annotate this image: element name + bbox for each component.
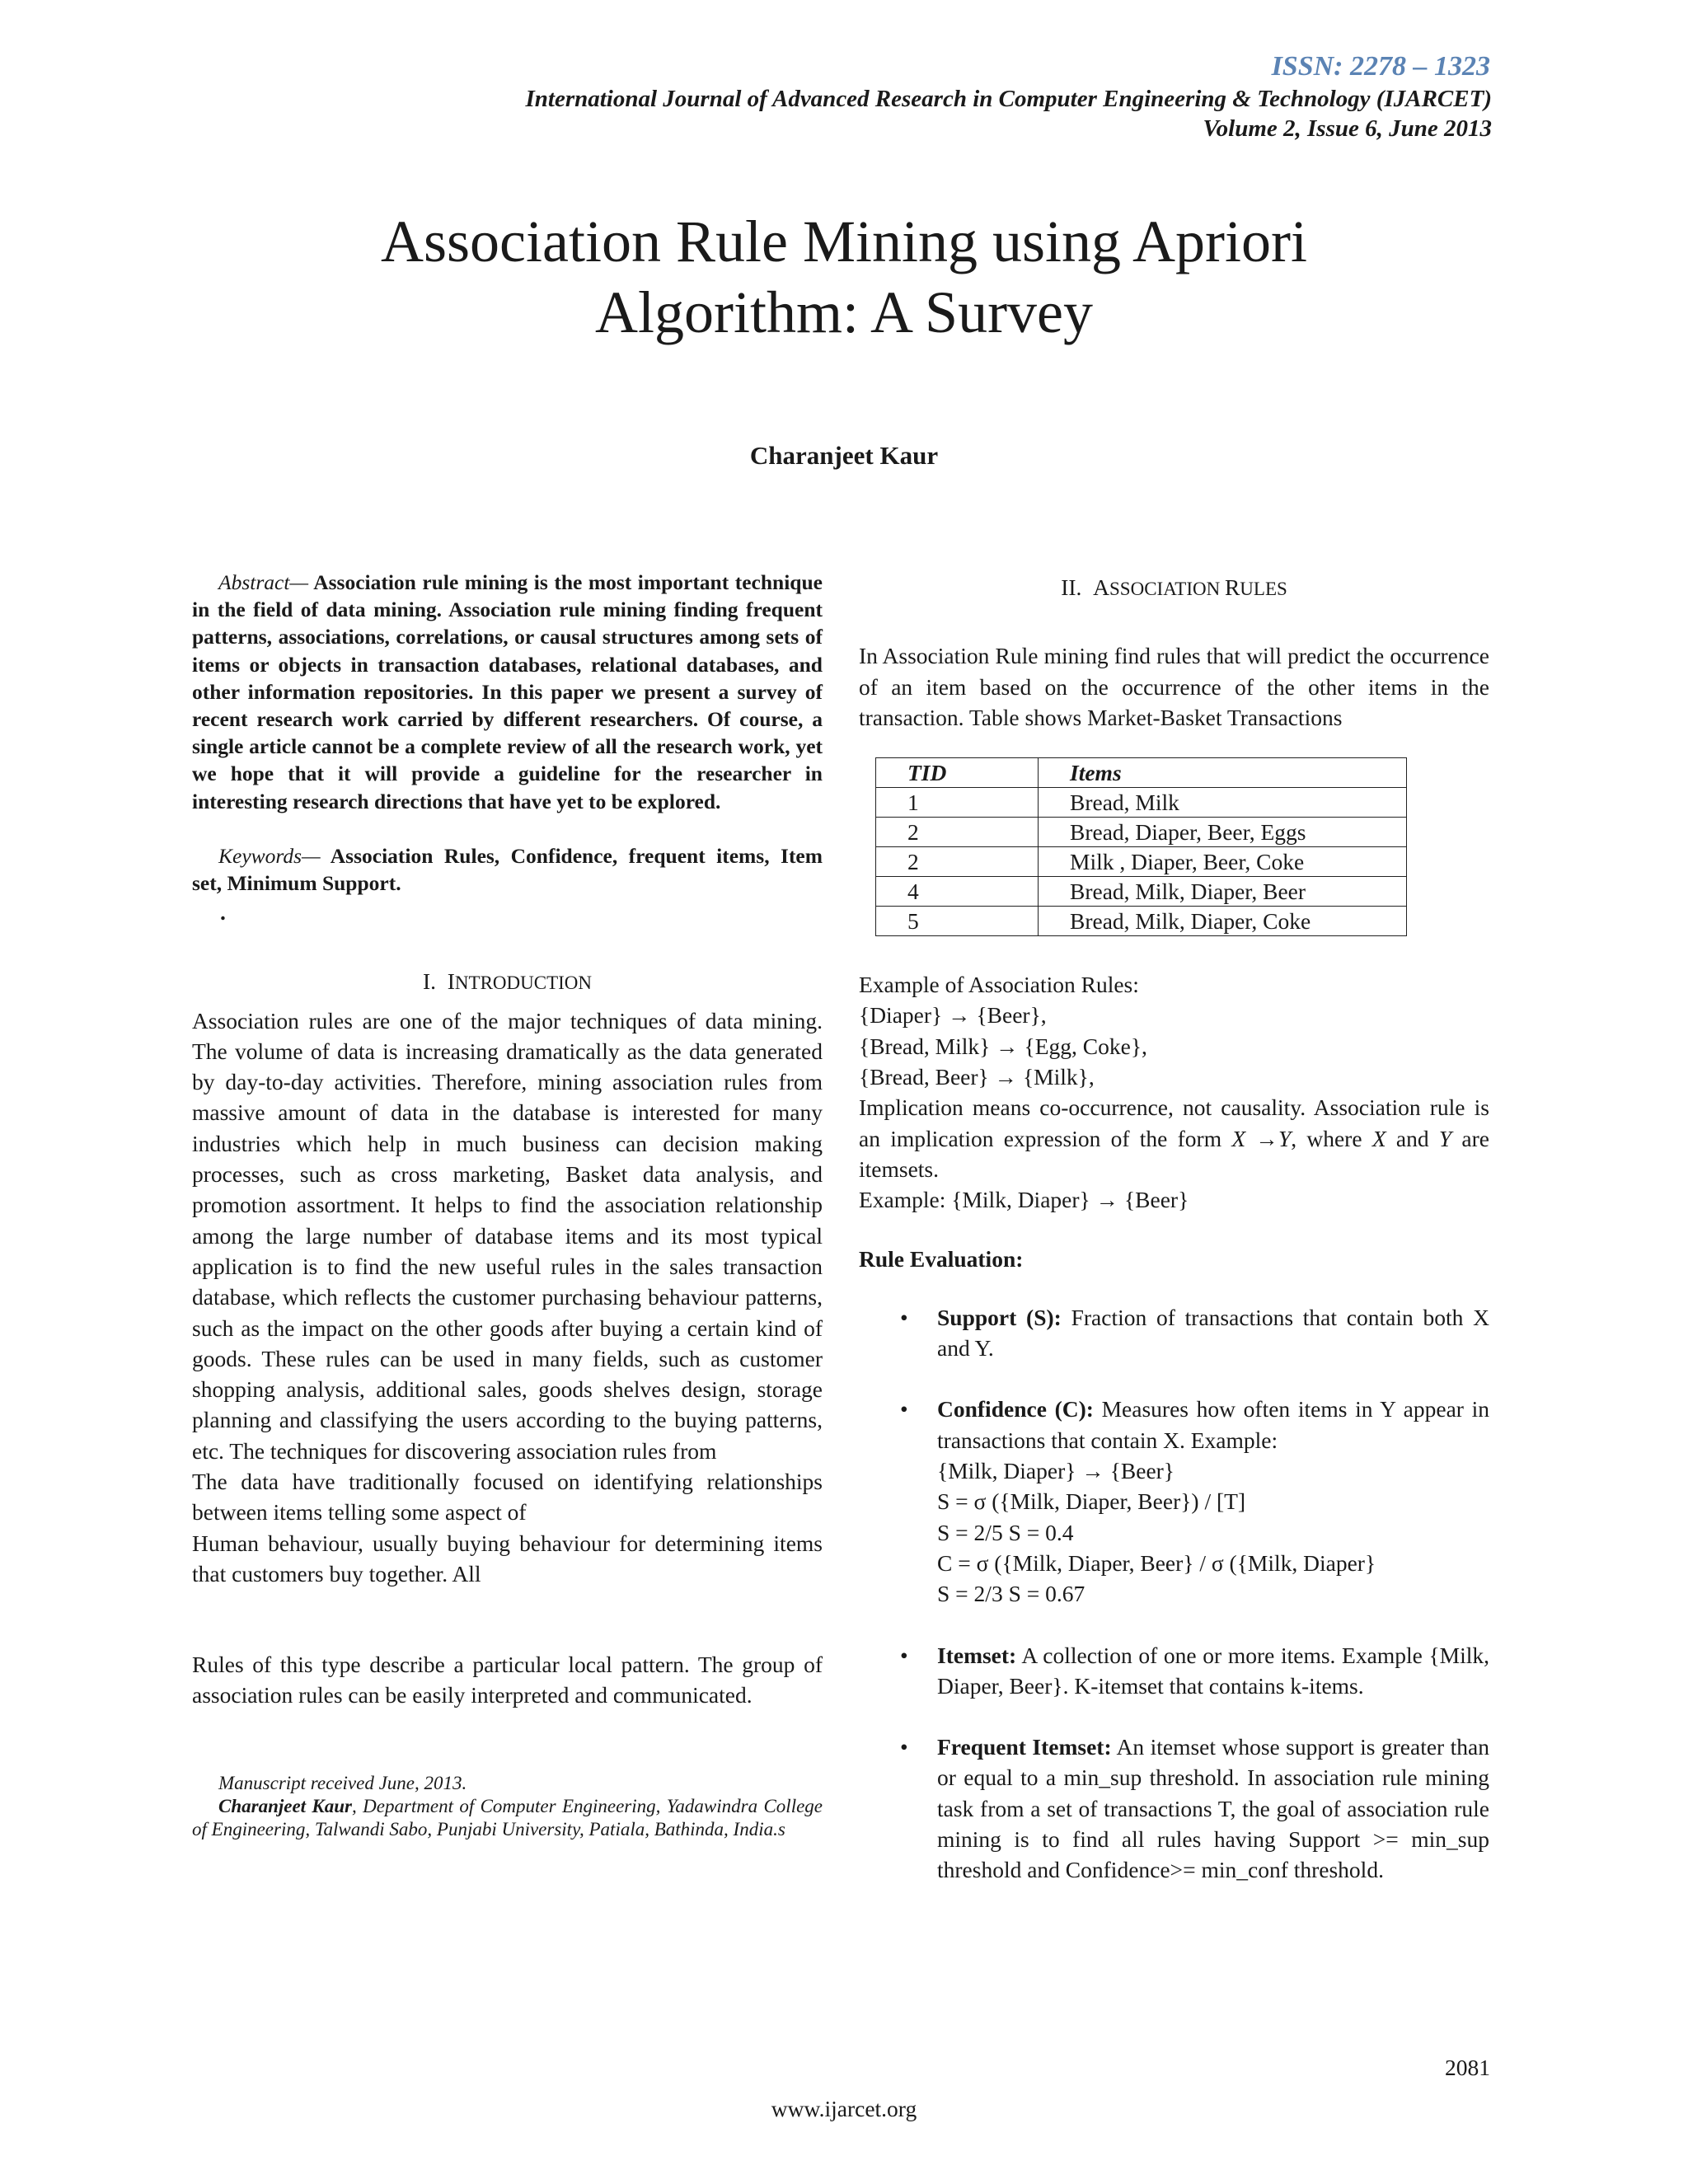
journal-volume: Volume 2, Issue 6, June 2013 (1203, 115, 1492, 142)
table-row (876, 907, 1407, 936)
section-heading-introduction (192, 966, 823, 998)
paper-title-line-1: Association Rule Mining using Apriori (381, 209, 1307, 274)
footer-url: www.ijarcet.org (771, 2096, 917, 2121)
footnote-received: Manuscript received June, 2013. (218, 1772, 467, 1793)
example-rule: {Bread, Milk} → {Egg, Coke}, (859, 1033, 1147, 1059)
confidence-formula: S = 2/3 S = 0.67 (937, 1581, 1085, 1607)
intro-paragraph-3: Human behaviour, usually buying behaviour for determining items that customers buy together. All (192, 1530, 823, 1586)
var-y: Y (1278, 1125, 1292, 1151)
implication-paragraph (859, 1092, 1489, 1184)
page-number: 2081 (1445, 2055, 1490, 2080)
abstract (192, 569, 823, 815)
table-cell: Bread, Milk (1039, 788, 1407, 818)
var-y: Y (1438, 1125, 1452, 1151)
example-rule: {Bread, Beer} → {Milk}, (859, 1064, 1095, 1090)
example-line: Example: {Milk, Diaper} → {Beer} (859, 1187, 1189, 1213)
abstract-label: Abstract— (218, 570, 309, 594)
section-number: II. (1061, 574, 1082, 600)
table-cell: 5 (876, 907, 1039, 936)
table-row (876, 818, 1407, 847)
footnote (192, 1772, 823, 1841)
rule-evaluation-list (859, 1302, 1489, 1886)
list-item-frequent-itemset (859, 1732, 1489, 1885)
right-column (859, 569, 1489, 1886)
support-label: Support (S): (937, 1304, 1062, 1330)
implication-text: , where (1291, 1125, 1372, 1151)
itemset-text: A collection of one or more items. Example {Milk, Diaper, Beer}. K-itemset that contains k-items. (937, 1642, 1489, 1699)
table-cell: 1 (876, 788, 1039, 818)
keywords (192, 842, 823, 897)
heading-rest: ULES (1240, 579, 1287, 599)
section-number: I. (422, 968, 436, 995)
keywords-trailing-dot: . (220, 899, 226, 926)
list-item-itemset (859, 1640, 1489, 1702)
confidence-text: Measures how often items in Y appear in transactions that contain X. Example: (937, 1396, 1489, 1453)
table-row (876, 788, 1407, 818)
rule-evaluation-heading: Rule Evaluation: (859, 1245, 1024, 1272)
var-x: X (1372, 1125, 1386, 1151)
table-row (876, 877, 1407, 907)
frequent-itemset-label: Frequent Itemset: (937, 1734, 1112, 1760)
list-item-confidence (859, 1394, 1489, 1609)
assoc-paragraph-1: In Association Rule mining find rules that will predict the occurrence of an item based on the occurrence of the other items in the transaction. Table shows Market-Basket Transactions (859, 643, 1489, 730)
table-header-row (876, 758, 1407, 788)
table-header-cell: TID (876, 758, 1039, 788)
keywords-label: Keywords— (218, 843, 321, 868)
arrow: → (1245, 1125, 1278, 1151)
confidence-label: Confidence (C): (937, 1396, 1094, 1422)
heading-initial: I (447, 968, 455, 995)
table-cell: Milk , Diaper, Beer, Coke (1039, 847, 1407, 877)
table-cell: 2 (876, 847, 1039, 877)
table-header-cell: Items (1039, 758, 1407, 788)
footnote-author: Charanjeet Kaur (218, 1795, 353, 1816)
bullet-icon: • (900, 1734, 908, 1760)
list-item-support (859, 1302, 1489, 1364)
implication-text: and (1386, 1125, 1439, 1151)
journal-name: International Journal of Advanced Research in Computer Engineering & Technology (IJARCET) (525, 86, 1492, 112)
section-heading-association-rules (859, 572, 1489, 604)
confidence-formula: S = 2/5 S = 0.4 (937, 1519, 1074, 1545)
heading-rest: NTRODUCTION (454, 972, 593, 994)
heading-initial: A (1093, 574, 1110, 600)
paper-title (0, 206, 1688, 348)
intro-paragraph-1: Association rules are one of the major techniques of data mining. The volume of data is increasing dramatically as the data generated by day-to-day activities. Therefore, mining association rules from massive amount of data in the database is interested for many industries which help in much business can decision making processes, such as cross marketing, Basket data analysis, and promotion assortment. It helps to find the association relationship among the large number of database items and its most typical application is to find the new useful rules in the sales transaction database, which reflects the customer purchasing behaviour patterns, such as the impact on the other goods after buying a certain kind of goods. These rules can be used in many fields, such as customer shopping analysis, additional sales, goods shelves design, storage planning and classifying the users according to the buying patterns, etc. The techniques for discovering association rules from (192, 1007, 823, 1464)
confidence-formula: C = σ ({Milk, Diaper, Beer} / σ ({Milk, Diaper} (937, 1549, 1376, 1576)
footnote-affiliation-text: , Department of Computer Engineering, Yadawindra College of Engineering, Talwandi Sabo, Punjabi University, Patiala, Bathinda, India.s (192, 1795, 823, 1840)
paper-author: Charanjeet Kaur (749, 441, 939, 470)
bullet-icon: • (900, 1396, 908, 1422)
table-cell: Bread, Diaper, Beer, Eggs (1039, 818, 1407, 847)
paper-title-line-2: Algorithm: A Survey (594, 279, 1094, 345)
abstract-text: Association rule mining is the most important technique in the field of data mining. Association rule mining finding frequent patterns, associations, correlations, or causal structures among sets of items or objects in transaction databases, relational databases, and other information repositories. In this paper we present a survey of recent research work carried by different researchers. Of course, a single article cannot be a complete review of all the research work, yet we hope that it will provide a guideline for the researcher in interesting research directions that have yet to be explored. (192, 570, 823, 813)
bullet-icon: • (900, 1642, 908, 1668)
table-row (876, 847, 1407, 877)
heading-rest: SSOCIATION (1109, 579, 1225, 599)
heading-initial: R (1224, 574, 1240, 600)
support-text: Fraction of transactions that contain both X and Y. (937, 1304, 1489, 1361)
implication-text: are itemsets. (859, 1125, 1489, 1182)
transactions-table (875, 757, 1407, 936)
intro-paragraph-2: The data have traditionally focused on identifying relationships between items telling some aspect of (192, 1468, 823, 1526)
implication-text: Implication means co-occurrence, not causality. Association rule is an implication expression of the form (859, 1094, 1489, 1151)
itemset-label: Itemset: (937, 1642, 1017, 1668)
examples-label: Example of Association Rules: (859, 972, 1139, 998)
journal-issn: ISSN: 2278 – 1323 (1271, 51, 1490, 82)
left-column (192, 569, 823, 1841)
bullet-icon: • (900, 1304, 908, 1330)
confidence-formula: {Milk, Diaper} → {Beer} (937, 1458, 1175, 1484)
table-cell: 4 (876, 877, 1039, 907)
example-rule: {Diaper} → {Beer}, (859, 1002, 1047, 1029)
confidence-formula: S = σ ({Milk, Diaper, Beer}) / [T] (937, 1488, 1246, 1515)
table-cell: Bread, Milk, Diaper, Beer (1039, 877, 1407, 907)
footnote-affiliation (192, 1795, 823, 1841)
var-x: X (1231, 1125, 1246, 1151)
intro-paragraph-4: Rules of this type describe a particular local pattern. The group of association rules can be easily interpreted and communicated. (192, 1652, 823, 1708)
table-cell: Bread, Milk, Diaper, Coke (1039, 907, 1407, 936)
table-cell: 2 (876, 818, 1039, 847)
keywords-text: Association Rules, Confidence, frequent items, Item set, Minimum Support. (192, 843, 823, 896)
frequent-itemset-text: An itemset whose support is greater than or equal to a min_sup threshold. In association rule mining task from a set of transactions T, the goal of association rule mining is to find all rules having Support >= min_sup threshold and Confidence>= min_conf threshold. (937, 1734, 1490, 1883)
